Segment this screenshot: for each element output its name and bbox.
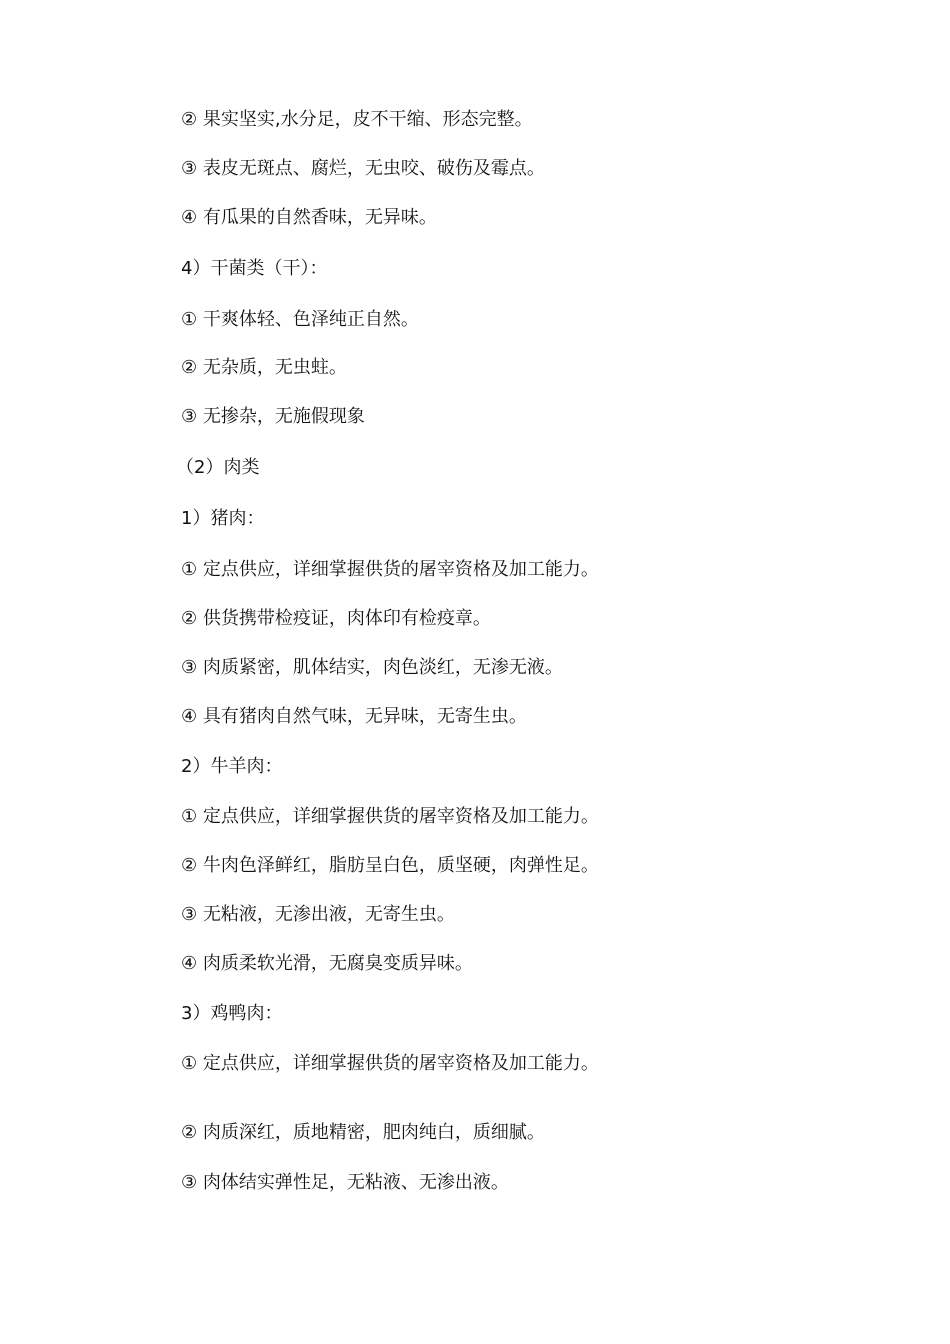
subsection-heading: 3）鸡鸭肉： — [181, 1003, 283, 1024]
list-item: ② 肉质深红，质地精密，肥肉纯白，质细腻。 — [181, 1122, 545, 1143]
list-item: ① 干爽体轻、色泽纯正自然。 — [181, 309, 419, 330]
list-item: ① 定点供应，详细掌握供货的屠宰资格及加工能力。 — [181, 806, 599, 827]
list-item: ① 定点供应，详细掌握供货的屠宰资格及加工能力。 — [181, 559, 599, 580]
subsection-heading: 4）干菌类（干）： — [181, 258, 328, 279]
section-heading: （2）肉类 — [176, 457, 260, 478]
list-item: ② 牛肉色泽鲜红，脂肪呈白色，质坚硬，肉弹性足。 — [181, 855, 599, 876]
list-item: ① 定点供应，详细掌握供货的屠宰资格及加工能力。 — [181, 1053, 599, 1074]
list-item: ④ 具有猪肉自然气味，无异味，无寄生虫。 — [181, 706, 527, 727]
list-item: ④ 有瓜果的自然香味，无异味。 — [181, 207, 437, 228]
list-item: ② 供货携带检疫证，肉体印有检疫章。 — [181, 608, 491, 629]
subsection-heading: 2）牛羊肉： — [181, 756, 283, 777]
list-item: ③ 无粘液，无渗出液，无寄生虫。 — [181, 904, 455, 925]
list-item: ② 果实坚实,水分足，皮不干缩、形态完整。 — [181, 109, 533, 130]
list-item: ③ 表皮无斑点、腐烂，无虫咬、破伤及霉点。 — [181, 158, 545, 179]
list-item: ③ 肉质紧密，肌体结实，肉色淡红，无渗无液。 — [181, 657, 563, 678]
list-item: ③ 肉体结实弹性足，无粘液、无渗出液。 — [181, 1172, 509, 1193]
list-item: ③ 无掺杂，无施假现象 — [181, 406, 365, 427]
list-item: ② 无杂质，无虫蛀。 — [181, 357, 347, 378]
list-item: ④ 肉质柔软光滑，无腐臭变质异味。 — [181, 953, 473, 974]
subsection-heading: 1）猪肉： — [181, 508, 265, 529]
